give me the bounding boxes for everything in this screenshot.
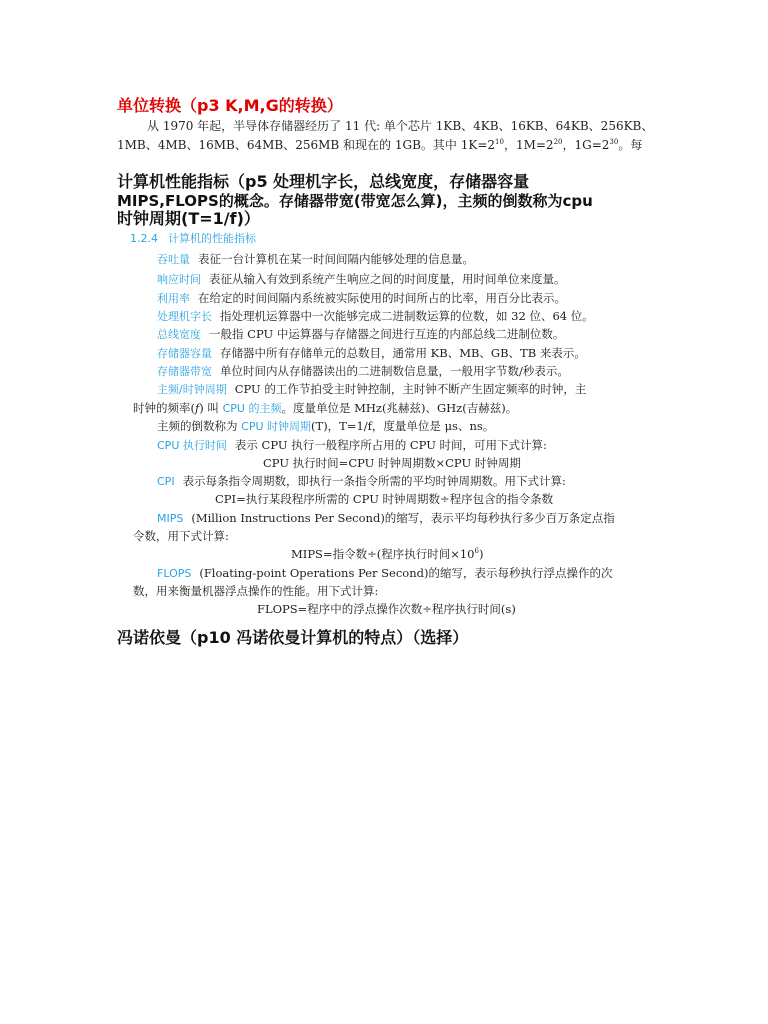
section-title: 计算机的性能指标 <box>168 232 256 245</box>
term-frequency-line-3: 主频的倒数称为 CPU 时钟周期(T)，T=1/f，度量单位是 μs、ns。 <box>157 419 495 433</box>
heading-performance-line-2: MIPS,FLOPS的概念。存储器带宽(带宽怎么算)，主频的倒数称为cpu <box>117 192 593 210</box>
term-memory-bandwidth: 存储器带宽 单位时间内从存储器读出的二进制数信息量，一般用字节数/秒表示。 <box>157 364 569 378</box>
term-frequency-line-2: 时钟的频率(f) 叫 CPU 的主频。度量单位是 MHz(兆赫兹)、GHz(吉赫兹)。 <box>133 401 518 415</box>
heading-performance-line-1: 计算机性能指标（p5 处理机字长，总线宽度，存储器容量 <box>117 172 530 191</box>
term-flops-line-1: FLOPS (Floating-point Operations Per Second)的缩写，表示每秒执行浮点操作的次 <box>157 566 613 580</box>
term-word-length: 处理机字长 指处理机运算器中一次能够完成二进制数运算的位数，如 32 位、64 位。 <box>157 309 594 323</box>
formula-flops: FLOPS=程序中的浮点操作次数÷程序执行时间(s) <box>257 602 516 616</box>
term-response-time: 响应时间 表征从输入有效到系统产生响应之间的时间度量，用时间单位来度量。 <box>157 272 566 286</box>
term-cpi: CPI 表示每条指令周期数，即执行一条指令所需的平均时钟周期数。用下式计算: <box>157 474 566 488</box>
heading-unit-conversion: 单位转换（p3 K,M,G的转换） <box>117 96 343 115</box>
term-cpu-time: CPU 执行时间 表示 CPU 执行一般程序所占用的 CPU 时间，可用下式计算: <box>157 438 547 452</box>
term-bus-width: 总线宽度 一般指 CPU 中运算器与存储器之间进行互连的内部总线二进制位数。 <box>157 327 565 341</box>
formula-cpu-time: CPU 执行时间=CPU 时钟周期数×CPU 时钟周期 <box>263 456 521 470</box>
term-mips-line-1: MIPS (Million Instructions Per Second)的缩写，表示平均每秒执行多少百万条定点指 <box>157 511 615 525</box>
term-frequency-line-1: 主频/时钟周期 CPU 的工作节拍受主时钟控制，主时钟不断产生固定频率的时钟，主 <box>157 382 587 396</box>
section-number: 1.2.4 <box>130 232 158 245</box>
formula-cpi: CPI=执行某段程序所需的 CPU 时钟周期数÷程序包含的指令条数 <box>215 492 554 506</box>
formula-mips: MIPS=指令数÷(程序执行时间$\times 10^6$) <box>291 547 484 561</box>
heading-von-neumann: 冯诺依曼（p10 冯诺依曼计算机的特点）（选择） <box>117 628 469 647</box>
term-utilization: 利用率 在给定的时间间隔内系统被实际使用的时间所占的比率，用百分比表示。 <box>157 291 566 305</box>
term-mips-line-2: 令数，用下式计算: <box>133 529 229 543</box>
term-memory-capacity: 存储器容量 存储器中所有存储单元的总数目，通常用 KB、MB、GB、TB 来表示。 <box>157 346 586 360</box>
section-heading <box>130 230 256 246</box>
term-flops-line-2: 数，用来衡量机器浮点操作的性能。用下式计算: <box>133 584 379 598</box>
heading-performance-line-3: 时钟周期(T=1/f)） <box>117 209 260 228</box>
unit-paragraph-line-2: 1MB、4MB、16MB、64MB、256MB 和现在的 1GB。其中 $1K=2^{10}$，$1M=2^{20}$，$1G=2^{30}$。每 <box>117 138 643 152</box>
unit-paragraph-line-1: 从 1970 年起，半导体存储器经历了 11 代: 单个芯片 1KB、4KB、16KB、64KB、256KB、 <box>147 119 654 133</box>
term-throughput: 吞吐量 表征一台计算机在某一时间间隔内能够处理的信息量。 <box>157 252 474 266</box>
